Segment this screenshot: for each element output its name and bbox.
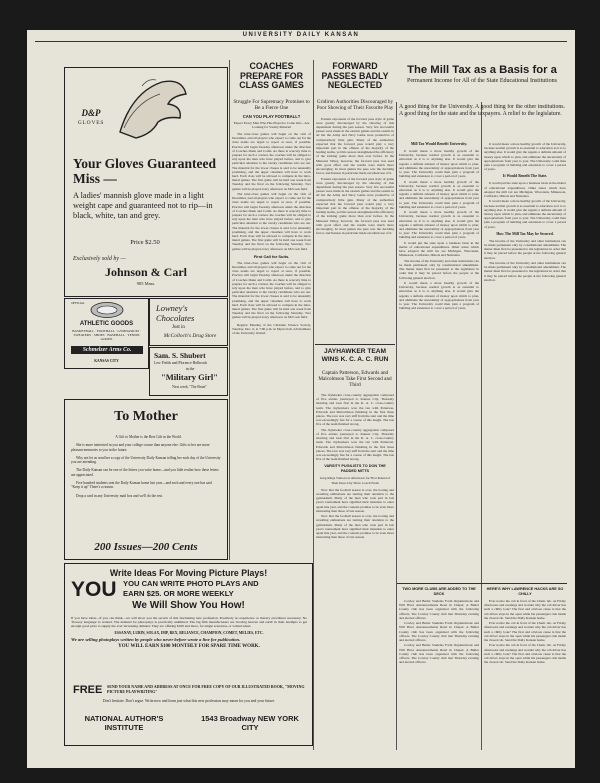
mill-tax-col-a — [399, 142, 479, 582]
jayhawker-body2-cont: Now that the football season is over, the boxing and wrestling enthusiasts are turning their attention to the gymnasium. Many of the men who took part in last year's tournament have signified their intention to enter again this year, and the contests promise to be even more interesting than those of last season. — [316, 514, 394, 540]
forward-article — [316, 62, 394, 342]
mill-tax-intro-box — [399, 104, 565, 138]
jayhawker-article — [316, 348, 394, 748]
mill-tax-section2: It Would Benefit The State. — [502, 174, 548, 179]
mother-line: A Gift to Mother is the Best Gift in the World. — [115, 435, 182, 439]
mill-tax-body3-cont: The income of the University and other institutions can be made permanent only by constitutional amendment. The matter must first be presented to the legislature in order that it may be placed before the people at the following general election. — [484, 261, 566, 282]
shubert-title: Sam. S. Shubert — [154, 351, 206, 360]
lowney-ad — [149, 298, 228, 346]
photoplay-series: We are selling photoplays written by people who never before wrote a line for publication. — [71, 636, 241, 642]
jayhawker-deck2: Greg Rings Tomorrow Afternoon for First Round of Their Inter-City Shaw Coach Fresh — [319, 476, 391, 485]
coaches-body: The inter-class games will begin on the 11th of December, and all players who expect to come out for the class teams are urged to report at once, if possible. Practice will begin Tuesday afternoon under the direction of Coaches Dunn and Comb. As there is scarcely time to prepare for such a contest, the coaches will be obliged to rely upon the men who have played before, and to give particular attention to the varsity candidates who are out. The material for the lower classes is said to be unusually promising, and the upper classmen will have to work hard. Each class will be allowed to compete in the intra-mural games. The first game will be held one week from Tuesday and the final on the following Saturday. Two games will be played every afternoon on McCook field. — [232, 131, 311, 191]
jayhawker-sub2: VARSITY PUGILISTS TO DON THE PADDED MITTS — [324, 464, 386, 474]
mill-tax-body1: It would mean a more healthy growth of the University, because normal growth is as essential to education as it is to anything else. It would give the regents a definite amount of money upon which to plan, and eliminate the uncertainty of appropriations from year to year. The University could then plan a program of building and extension to cover a period of years. — [399, 149, 479, 179]
mother-line: Why not let us send her a copy of the University Daily Kansan telling her each day of the University you are attending. — [71, 455, 221, 465]
two-more-body-cont: Cowley and Butler Students Form Organizations and Will Have Announcements Read in Chapel. A Butler County club has been organized with the following officers. The Cowley County club met Thursday evening and elected officers. — [399, 621, 479, 643]
photoplay-you-line1: YOU CAN WRITE PHOTO PLAYS AND — [123, 579, 259, 588]
mill-tax-intro: A good thing for the University. A good thing for the other institutions. A good thing for the state and the taxpayers. A relief to the legislature. — [399, 104, 565, 117]
jayhawker-subhead: Captain Patterson, Edwards and Malcolmson Take First Second and Third — [318, 370, 392, 388]
photoplay-body-text: If you have ideas—if you can think—we will show you the secrets of this fascinating new profession. Positively no experience or literary excellence necessary. No 'flowery language' is wanted. The demand for photoplays is practically unlimited. The big film manufacturers are 'moving heaven and earth' in their attempts to get enough good plots to supply the ever increasing demand. They are offering $100 and more, for single scenarios, or written ideas. — [71, 616, 307, 629]
dp-logo: D&P — [81, 108, 101, 118]
photoplay-closing: Don't hesitate. Don't argue. Write now and learn just what this new profession may mean for you and your future. — [102, 699, 276, 703]
coaches-article — [232, 62, 311, 560]
lawrence-body: Ever notice the cab in front of the Chem. lab. on Friday afternoons and evenings and wonder why the cab driver has such a chilly look? The first and obvious cause is that the cab driver stays in the open while his passengers ride inside the closed cab. Send the Daily Kansan home. — [484, 599, 566, 620]
lawrence-headline: HERE'S WHY LAWRENCE HACKS ARE SO CHILLY — [486, 587, 564, 596]
mill-tax-body2-cont: It would mean a more healthy growth of the University, because normal growth is as essential to education as it is to anything else. It would give the regents a definite amount of money upon which to plan, and eliminate the uncertainty of appropriations from year to year. The University could then plan a program of building and extension to cover a period of years. — [484, 199, 566, 229]
coaches-deck: Expect Every Man Who Has Played to Come Out—Are Looking for Varsity Material — [233, 120, 310, 129]
glove-illustration — [102, 72, 192, 142]
mill-tax-col-b — [484, 142, 566, 582]
mill-tax-body3a: The income of the University and other institutions can be made permanent only by constitutional amendment. The matter must first be presented to the legislature in order that it may be placed before the people at the following general election. — [399, 258, 479, 280]
shubert-next: Next week, "The Brute" — [172, 385, 207, 389]
sporting-goods-logo — [89, 301, 125, 319]
two-more-headline: TWO MORE CLUBS ARE ADDED TO THE DECK — [402, 587, 476, 596]
coaches-body-more: The inter-class games will begin on the 11th of December, and all players who expect to come out for the class teams are urged to report at once, if possible. Practice will begin Tuesday afternoon under the direction of Coaches Dunn and Comb. As there is scarcely time to prepare for such a contest, the coaches will be obliged to rely upon the men who have played before, and to give particular attention to the varsity candidates who are out. The material for the lower classes is said to be unusually promising, and the upper classmen will have to work hard. Each class will be allowed to compete in the intra-mural games. The first game will be held one week from Tuesday and the final on the following Saturday. Two games will be played every afternoon on McCook field. — [232, 260, 311, 320]
mill-tax-headline: The Mill Tax as a Basis for a — [407, 64, 557, 76]
photoplay-you-lines — [123, 579, 303, 598]
photoplay-address: 1543 Broadway NEW YORK CITY — [201, 714, 299, 732]
shubert-in: in the — [185, 367, 195, 371]
coaches-kicker: CAN YOU PLAY FOOTBALL? — [242, 113, 301, 119]
mother-footer: 200 Issues—200 Cents — [94, 541, 198, 553]
mill-tax-body1-cont: It would mean a more healthy growth of the University, because normal growth is as essential to education as it is to anything else. It would give the regents a definite amount of money upon which to plan, and eliminate the uncertainty of appropriations from year to year. The University could then plan a program of building and extension to cover a period of years. — [399, 179, 479, 209]
shubert-ad — [149, 347, 228, 396]
mill-tax-body2: It would put the state upon a business basis in the matter of educational expenditures. Other states which have adopted the mill tax are Michigan, Wisconsin, Minnesota, California, Illinois and Nebraska. — [484, 181, 566, 199]
gloves-price: Price $2.50 — [130, 239, 160, 246]
forward-body-cont: Eastern exponents of the forward pass style of game were greatly discouraged by the showing of this department during the past season. Very few successful passes were made in the eastern games and the results in all but the Army and Navy Game were productive of comparatively little gain. Many of the authorities expected that the forward pass would play a very important part in the offense of the majority of the leading teams, yet this season strengthened the efficiency of the kicking game more than ever before. In the Missouri Valley, however, the forward pass was used with good effect and the results were much more encouraging. In most games the pass was the deciding factor, and Kansas in particular made excellent use of it. — [316, 176, 394, 236]
athletic-city: KANSAS CITY — [94, 359, 119, 363]
athletic-lines: BASKETBALL · FOOTBALL · GYMNASIUM · SWEATERS · SHOES · BASEBALL · TENNIS GOODS — [72, 329, 141, 342]
athletic-title: ATHLETIC GOODS — [79, 321, 134, 327]
article-divider — [315, 344, 395, 345]
gloves-exclusive: Exclusively sold by — — [73, 256, 126, 262]
mill-tax-header — [399, 64, 565, 104]
jayhawker-body-cont: The Jayhawker cross-country aggregation composed of five entries journeyed to Kansas City, Thursday morning and took first in the K. A. C. cross-country team. The Jayhawkers won the run with Patterson, Edwards and Malcolmson finishing in the first three places. The race was very stiff from the start and the time was exceedingly fast for a course of this length. The last five of the team finished strong. — [316, 427, 394, 462]
mother-line: Five hundred students sent the Daily Kansan home last year—and each and every one has said "Keep it up" There's a reason. — [71, 481, 212, 490]
mill-tax-body1-end: It would mean a more healthy growth of the University, because normal growth is as essential to education as it is to anything else. It would give the regents a definite amount of money upon which to plan, and eliminate the uncertainty of appropriations from year to year. The University could then plan a program of building and extension to cover a period of years. — [399, 281, 479, 311]
masthead: UNIVERSITY DAILY KANSAN — [242, 32, 360, 38]
newspaper-page — [27, 30, 575, 768]
mill-tax-subhead: Permanent Income for All of the State Educational Institutions — [407, 78, 557, 84]
article-divider — [397, 583, 567, 584]
gloves-headline: Your Gloves Guaranteed Miss — — [73, 156, 217, 186]
photoplay-free: FREE — [73, 684, 103, 696]
coaches-headline: COACHES PREPARE FOR CLASS GAMES — [239, 62, 304, 90]
mill-tax-section1: Mill Tax Would Benefit University. — [410, 142, 468, 146]
coaches-foot2: Regular Meeting of the Christian Science Society, Tuesday, Dec. 6, at 7:00 p.m. in Myers hall. All members of the University invited. — [232, 322, 311, 336]
mill-tax-body1-more: It would mean a more healthy growth of the University, because normal growth is as essential to education as it is to anything else. It would give the regents a definite amount of money upon which to plan, and eliminate the uncertainty of appropriations from year to year. The University could then plan a program of building and extension to cover a period of years. — [399, 210, 479, 240]
athletic-brand: Schmelzer Arms Co. — [71, 346, 143, 354]
shubert-show: "Military Girl" — [161, 372, 218, 382]
photoplay-show: We Will Show You How! — [132, 600, 245, 611]
masthead-rule — [35, 41, 567, 42]
jayhawker-body: The Jayhawker cross-country aggregation composed of five entries journeyed to Kansas City, Thursday morning and took first in the K. A. C. cross-country team. The Jayhawkers won the run with Patterson, Edwards and Malcolmson finishing in the first three places. The race was very stiff from the start and the time was exceedingly fast for a course of this length. The last five of the team finished strong. — [316, 393, 394, 427]
lawrence-body-cont: Ever notice the cab in front of the Chem. lab. on Friday afternoons and evenings and wonder why the cab driver has such a chilly look? The first and obvious cause is that the cab driver stays in the open while his passengers ride inside the closed cab. Send the Daily Kansan home. — [484, 621, 566, 643]
forward-body: Eastern exponents of the forward pass style of game were greatly discouraged by the showing of this department during the past season. Very few successful passes were made in the eastern games and the results in all but the Army and Navy Game were productive of comparatively little gain. Many of the authorities expected that the forward pass would play a very important part in the offense of the majority of the leading teams, yet this season strengthened the efficiency of the kicking game more than ever before. In the Missouri Valley, however, the forward pass was used with good effect and the results were much more encouraging. In most games the pass was the deciding factor, and Kansas in particular made excellent use of it. — [316, 116, 394, 176]
column-rule — [481, 102, 482, 750]
mill-tax-body3: The income of the University and other institutions can be made permanent only by constitutional amendment. The matter must first be presented to the legislature in order that it may be placed before the people at the following general election. — [484, 238, 566, 260]
gloves-ad — [64, 67, 228, 297]
photoplay-you-line2: EARN $25. OR MORE WEEKLY — [123, 588, 234, 598]
coaches-body-cont: The inter-class games will begin on the 11th of December, and all players who expect to come out for the class teams are urged to report at once, if possible. Practice will begin Tuesday afternoon under the direction of Coaches Dunn and Comb. As there is scarcely time to prepare for such a contest, the coaches will be obliged to rely upon the men who have played before, and to give particular attention to the varsity candidates who are out. The material for the lower classes is said to be unusually promising, and the upper classmen will have to work hard. Each class will be allowed to compete in the intra-mural games. The first game will be held one week from Tuesday and the final on the following Saturday. Two games will be played every afternoon on McCook field. — [232, 191, 311, 251]
athletic-goods-ad — [64, 298, 149, 369]
two-more-body: Cowley and Butler Students Form Organizations and Will Have Announcements Read in Chapel. A Butler County club has been organized with the following officers. The Cowley County club met Thursday evening and elected officers. — [399, 599, 479, 620]
photoplay-ad — [64, 563, 313, 746]
mill-tax-section3: How The Mill Tax May be Secured. — [496, 231, 554, 236]
jayhawker-body2: Now that the football season is over, the boxing and wrestling enthusiasts are turning their attention to the gymnasium. Many of the men who took part in last year's tournament have signified their intention to enter again this year, and the contests promise to be even more interesting than those of last season. — [316, 487, 394, 513]
forward-headline: FORWARD PASSES BADLY NEGLECTED — [321, 62, 389, 90]
photoplay-you: YOU — [71, 578, 117, 601]
mother-title: To Mother — [114, 409, 178, 424]
photoplay-earn: YOU WILL EARN $100 MONTHLY FOR SPARE TIME WORK. — [118, 643, 260, 649]
lawrence-body-more: Ever notice the cab in front of the Chem. lab. on Friday afternoons and evenings and wonder why the cab driver has such a chilly look? The first and obvious cause is that the cab driver stays in the open while his passengers ride inside the closed cab. Send the Daily Kansan home. — [484, 643, 566, 665]
column-rule — [396, 102, 397, 750]
column-rule — [313, 60, 314, 750]
forward-subhead: Gridiron Authorities Discouraged by Poor Showing of Their Favorite Play — [316, 98, 394, 111]
coaches-foot1: First Call for Suits. — [253, 253, 290, 259]
lowney-store: McColloch's Drug Store — [163, 333, 217, 339]
lowney-name: Lowney's Chocolates — [156, 303, 195, 323]
mother-line: The Daily Kansan can be one of the letters you write home—and you little realize how these letters are appreciated. — [71, 468, 219, 477]
photoplay-body — [71, 616, 307, 651]
photoplay-headline: Write Ideas For Moving Picture Plays! — [109, 568, 268, 578]
dp-logo-sub: GLOVES — [77, 120, 105, 126]
gloves-copy: A ladies' mannish glove made in a light weight cape and guaranteed not to rip—in black, white, tan and grey. — [73, 191, 213, 220]
photoplay-producers: ESSANAY, LUBIN, SOLAX, IMP, REX, RELIANCE, CHAMPION, COMET, MELIES, ETC. — [114, 630, 264, 635]
two-more-body-more: Cowley and Butler Students Form Organizations and Will Have Announcements Read in Chapel. A Butler County club has been organized with the following officers. The Cowley County club met Thursday evening and elected officers. — [399, 643, 479, 665]
jayhawker-headline: JAYHAWKER TEAM WINS K. C. A. C. RUN — [321, 348, 389, 363]
gloves-store: Johnson & Carl — [104, 265, 187, 279]
mother-ad — [64, 399, 228, 560]
column-rule — [229, 60, 230, 560]
mother-line: She is more interested in you and your college course than anyone else. Gifts to her are more pleasant memories to you in the future. — [71, 443, 210, 452]
mill-tax-body1-b: It would mean a more healthy growth of the University, because normal growth is as essential to education as it is to anything else. It would give the regents a definite amount of money upon which to plan, and eliminate the uncertainty of appropriations from year to year. The University could then plan a program of building and extension to cover a period of years. — [484, 142, 566, 172]
photoplay-free-text: SEND YOUR NAME AND ADDRESS AT ONCE FOR FREE COPY OF OUR ILLUSTRATED BOOK, "MOVING PICTURE PLAYWRITING" — [107, 684, 305, 694]
gloves-address: 905 Mass. — [136, 281, 156, 286]
lowney-at: Just in — [172, 325, 185, 330]
coaches-subhead: Struggle For Supremacy Promises to Be a Fierce One — [233, 98, 310, 111]
athletic-badge: OFFICIAL — [71, 301, 85, 305]
mill-tax-body2a: It would put the state upon a business basis in the matter of educational expenditures. Other states which have adopted the mill tax are Michigan, Wisconsin, Minnesota, California, Illinois and Nebraska. — [399, 240, 479, 258]
mother-line: Drop a card in any University mail box and we'll do the rest. — [76, 493, 163, 498]
two-more-clubs-article — [399, 587, 479, 747]
photoplay-company: NATIONAL AUTHOR'S INSTITUTE — [84, 714, 164, 732]
shubert-cast: Lew Fields and Florence Holbrook — [154, 361, 208, 365]
lawrence-hacks-article — [484, 587, 566, 747]
